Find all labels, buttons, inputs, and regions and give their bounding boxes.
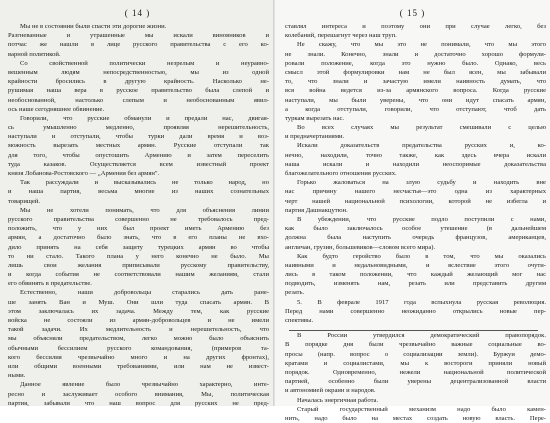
text-line: просы (напр. вопрос о социализации земли). Буржуи демо- <box>285 350 546 358</box>
text-line: ше занять Ван и Муш. Они шли туда спасать армян. В <box>8 298 269 306</box>
text-line: его обвинять в предательстве. <box>8 280 92 288</box>
page-number: ( 14 ) <box>124 8 151 18</box>
text-line: как было заключалось особое утешение (в дальнейшем <box>285 225 546 233</box>
text-line: и автономией окраин и народов. <box>285 387 376 395</box>
text-line: подводить, изменять нам, резать или представить другим <box>285 280 546 288</box>
text-line: потчас же нашли в лице русского правительства с его ко- <box>8 41 269 49</box>
text-line: варной политикой. <box>8 50 61 58</box>
text-line: положить, что у них был проект иметь Армению без <box>8 225 269 233</box>
text-line: лись в таком положении, что каждый желающий мог нас <box>285 271 546 279</box>
text-line: князя Лобанова-Ростовского — „Армения без армян". <box>8 170 160 177</box>
text-line: для того, чтобы опустошить Армению и затем переселить <box>8 151 269 159</box>
text-line: обычными бессилием русского командования, (примеров та- <box>8 344 269 352</box>
text-line: черт нашей национальной психологии, которой не избегла и <box>285 197 546 205</box>
text-line: кого бессилия чрезвычайно много и на других фронтах), <box>8 353 269 361</box>
text-line: партия Дашнакцутюн. <box>285 206 348 214</box>
text-line: ось наше сегодняшнее обвинение. <box>8 105 105 113</box>
text-line: Во всех случаях мы результат смешивали с целью <box>297 124 546 132</box>
text-line: нить, надо было на местах создать новую власть. Пере- <box>285 414 546 422</box>
text-line: армян, а достаточно было знать, что в его планы не вхо- <box>8 234 269 242</box>
page-number: ( 15 ) <box>399 8 426 18</box>
right-page <box>275 0 550 422</box>
text-line: нечно, находили, точно также, как здесь вчера искали <box>285 151 546 159</box>
text-line: наступали, мы были уверены, что они идут спасать армян, <box>285 96 546 104</box>
text-line: спективы. <box>285 317 314 324</box>
text-line: то, что знали и зачастую имели наивность думать, что <box>285 78 546 86</box>
text-line: туркам вырезать нас. <box>285 114 345 122</box>
page-body <box>8 22 269 408</box>
text-line: нас причину нашего несчастья—это одна из характерных <box>285 188 546 196</box>
text-line: а когда отступали, говорили, что отступают, чтоб дать <box>285 105 546 113</box>
text-line: ставлял интереса и поэтому они при случае легко, без <box>285 23 546 30</box>
text-line: мы объясняли предательством, легко можно было объяснить <box>8 335 269 343</box>
text-line: сь умышленно медленно, проявляя нерешительность, <box>8 124 269 132</box>
text-line: и когда события не соответствовали нашим желаниям, стали <box>8 271 269 279</box>
text-line: благожелательного отношения русских. <box>285 170 397 177</box>
text-line: наша искали и находили неоспоримые доказательства <box>285 160 546 168</box>
text-line: порядок. Одновременно, нежели национальной политической <box>285 368 546 376</box>
text-line: товарищей. <box>8 197 41 205</box>
text-line: партия, забывали что наш вопрос для русских не пред- <box>8 399 269 407</box>
text-line: В России утвердился демократический правопорядок. <box>297 332 546 340</box>
text-line: крайности бросились в другую крайность. Насколько не- <box>8 78 269 86</box>
text-line: Как будто геройство было в том, что мы оказались <box>297 252 546 260</box>
text-line: ровали положение, когда это нужно было. Однако, весь <box>285 59 546 67</box>
text-line: Со свойственной политически незрелым и неуравно- <box>20 59 269 67</box>
text-line: В порядке дня были чрезвычайно важные социальные во- <box>285 341 546 349</box>
text-line: то ни стало. Такого плана у него конечно не было. Мы <box>8 252 269 260</box>
text-line: ными. <box>8 372 26 380</box>
text-line: Перед нами совершенно неожиданно открылись новые пер- <box>285 307 546 315</box>
text-line: этом заключалась их задача. Между тем, как русские <box>8 307 269 315</box>
text-line: англичан, грузин, большевиков—словом всего мира). <box>285 243 436 251</box>
text-line: лишь свои желания приписывали русскому правительству, <box>8 261 269 269</box>
text-line: ресно и заслуживает особого внимания, Мы, политическая <box>8 390 269 398</box>
text-line: рушимая наша вера в русское правительство была слепой и <box>8 87 269 95</box>
text-line: Данное явление было чрезвычайно характерно, инте- <box>20 381 269 389</box>
text-line: и наша партия, весьма многие из наших сознательных <box>8 188 269 196</box>
text-line: Говорили, что русские обманули и предали нас, двигая- <box>20 114 269 122</box>
text-line: Разгневанные и утрашенные мы искали виновников и <box>8 32 269 40</box>
left-page <box>0 0 275 406</box>
text-line: можность вырезать местных армян. Русские отступали так <box>8 142 269 150</box>
text-line: вся война ведется из-за армянского вопроса. Когда русские <box>285 87 546 95</box>
text-line: должна была наступить очередь французов, американцев, <box>285 234 546 242</box>
text-line: и предначертаниями. <box>285 133 345 141</box>
text-line: дило принять на себя защиту турецких армян во чтобы <box>8 243 269 251</box>
text-line: Естественно, наши добровольцы старались дать ране- <box>20 289 269 297</box>
text-line: наивными и недальновидными, и вслествие этого очути- <box>285 261 546 269</box>
text-line: Искали доказательств предательства русских и, ко- <box>297 142 546 150</box>
text-line: Старый государственный механизм надо было камен- <box>297 405 546 413</box>
text-line: 5. В феврале 1917 года вспыхнула русская революция. <box>297 298 546 306</box>
text-line: войска не состояли из армян-добровольцев и не имели <box>8 317 269 324</box>
text-line: туда казаков. Осуществляется всем известный проект <box>8 160 269 168</box>
text-line: русского правительства совершенно не требовалось пред- <box>8 215 269 223</box>
text-line: Мы не хотели понимать, что для объяснения линии <box>20 206 269 214</box>
text-line: Не скажу, что мы это не понимали, что мы этого <box>297 41 546 49</box>
page-body <box>285 22 546 423</box>
text-line: вешенным людям непосредственностью, мы из одной <box>8 68 269 76</box>
text-line: необоснованной, настолько слепым и необоснованным явил- <box>8 96 269 104</box>
text-line: кратами и социалистами, мы к востороги приняли новый <box>285 359 546 367</box>
text-line: В убеждении, что русские подло поступили с нами, <box>297 215 546 223</box>
text-line: Мы не в состоянии были спасти эти дорогие жизни. <box>20 23 167 30</box>
text-line: Так рассуждали и высказывались не только народ, но <box>20 179 269 187</box>
text-line: не знали. Конечно, знали и достаточно хорошо формули- <box>285 50 546 58</box>
text-line: Горько жаловаться на злую судьбу и находить вне <box>297 179 546 187</box>
text-line: или общими военными требованиями, или нам не извест- <box>8 362 269 370</box>
text-line: Началась энергичная работа. <box>297 396 379 404</box>
text-line: партией, особенно были уверены децентрализованной власти <box>285 378 546 386</box>
text-line: наступали и отступали, чтобы турки дали время и воз- <box>8 133 269 141</box>
text-line: смысл этой формулировки нам не был ясен, мы забывали <box>285 68 546 76</box>
text-line: такой задачи. Их медлительность и нерешительность, что <box>8 326 269 334</box>
text-line: резать. <box>285 289 305 297</box>
text-line: колебаний, перешагнут через наш труп. <box>285 32 397 40</box>
